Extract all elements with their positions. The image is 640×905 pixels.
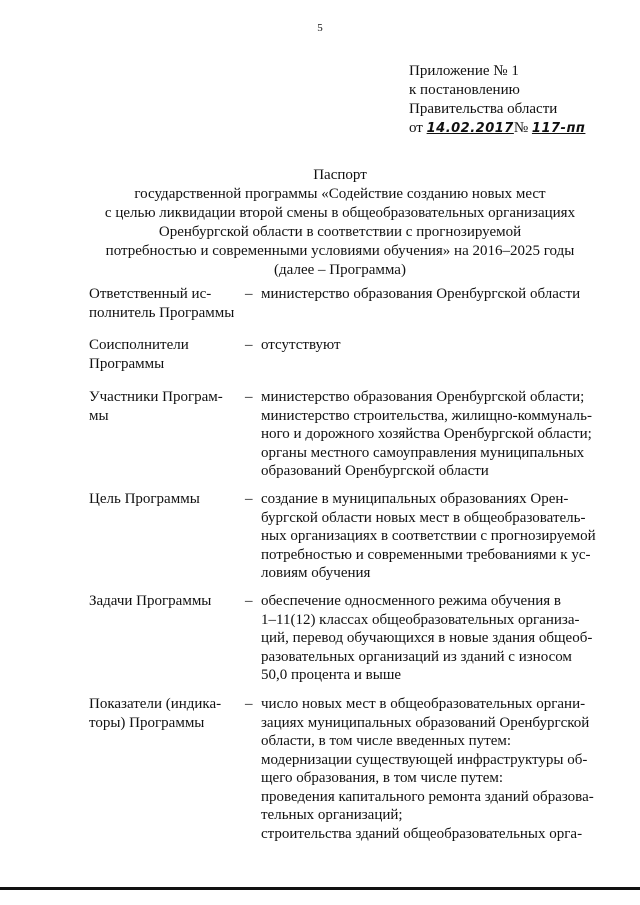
row-content-line: министерство строительства, жилищно-коммуналь- xyxy=(261,407,592,424)
row-label-line: Ответственный ис- xyxy=(89,286,212,302)
appendix-date-line xyxy=(409,119,585,138)
row-content-line: министерство образования Оренбургской области xyxy=(261,286,581,302)
row-content-line: 1–11(12) классах общеобразовательных организа- xyxy=(261,611,580,628)
row-label-line: Участники Програм- xyxy=(89,389,223,405)
row-content-line: разовательных организаций из зданий с износом xyxy=(261,648,572,665)
row-content-line: создание в муниципальных образованиях Орен- xyxy=(261,491,569,507)
appendix-line-1: Приложение № 1 xyxy=(409,63,519,79)
row-label-line: Программы xyxy=(89,355,165,372)
title-line-6: (далее – Программа) xyxy=(274,262,406,278)
scan-bottom-edge-line xyxy=(0,887,640,890)
document-title xyxy=(80,166,600,280)
title-line-5: потребностью и современными условиями обучения» на 2016–2025 годы xyxy=(105,243,575,259)
row-content-line: министерство образования Оренбургской области; xyxy=(261,389,585,405)
row-content-line: бургской области новых мест в общеобразователь- xyxy=(261,509,586,526)
row-label xyxy=(89,592,239,611)
row-label xyxy=(89,388,239,425)
row-content-line: строительства зданий общеобразовательных орга- xyxy=(261,825,583,842)
row-content-line: проведения капитального ремонта зданий образова- xyxy=(261,788,594,805)
row-label xyxy=(89,695,239,732)
row-label-line: мы xyxy=(89,407,109,424)
row-content-line: органы местного самоуправления муниципальных xyxy=(261,444,585,461)
appendix-block xyxy=(409,62,585,138)
row-content xyxy=(261,695,601,843)
number-prefix: № xyxy=(513,120,529,136)
row-content-line: зациях муниципальных образований Оренбургской xyxy=(261,714,590,731)
row-content-line: обеспечение односменного режима обучения в xyxy=(261,593,561,609)
row-content-line: образований Оренбургской области xyxy=(261,463,489,479)
row-dash: – xyxy=(245,593,253,609)
row-content xyxy=(261,490,601,583)
row-dash: – xyxy=(245,337,253,353)
row-dash: – xyxy=(245,286,253,302)
handwritten-date: 14.02.2017 xyxy=(426,121,514,136)
row-label-line: полнитель Программы xyxy=(89,304,235,321)
row-content-line: ного и дорожного хозяйства Оренбургской области; xyxy=(261,426,592,442)
date-prefix: от xyxy=(409,120,423,136)
row-content-line: 50,0 процента и выше xyxy=(261,667,402,683)
row-content-line: тельных организаций; xyxy=(261,807,403,823)
row-dash: – xyxy=(245,491,253,507)
row-label xyxy=(89,336,239,373)
title-line-2: государственной программы «Содействие созданию новых мест xyxy=(134,186,546,202)
title-line-3: с целью ликвидации второй смены в общеобразовательных организациях xyxy=(104,205,576,221)
row-dash: – xyxy=(245,389,253,405)
row-content-line: области, в том числе введенных путем: xyxy=(261,733,512,749)
row-content-line: ций, перевод обучающихся в новые здания общеоб- xyxy=(261,630,593,646)
title-line-1: Паспорт xyxy=(313,167,367,183)
row-label-line: Показатели (индика- xyxy=(89,696,222,712)
row-content-line: ных организациях в соответствии с прогнозируемой xyxy=(261,528,596,544)
title-line-4: Оренбургской области в соответствии с прогнозируемой xyxy=(158,224,522,240)
row-content xyxy=(261,336,601,355)
row-content-line: число новых мест в общеобразовательных органи- xyxy=(261,696,586,712)
appendix-line-2: к постановлению xyxy=(409,82,520,98)
row-dash: – xyxy=(245,696,253,712)
row-content xyxy=(261,388,601,481)
row-label-line: Соисполнители xyxy=(89,337,189,353)
row-content-line: потребностью и современными требованиями к ус- xyxy=(261,546,591,563)
row-label-line: Задачи Программы xyxy=(89,593,212,609)
row-content-line: модернизации существующей инфраструктуры об- xyxy=(261,751,588,768)
row-label-line: Цель Программы xyxy=(89,491,200,507)
page-number: 5 xyxy=(317,22,323,34)
row-content-line: щего образования, в том числе путем: xyxy=(261,770,504,786)
handwritten-number: 117-пп xyxy=(531,121,586,136)
row-content xyxy=(261,592,601,685)
row-label xyxy=(89,285,239,322)
row-content xyxy=(261,285,601,304)
row-content-line: ловиям обучения xyxy=(261,565,371,581)
row-content-line: отсутствуют xyxy=(261,337,341,353)
appendix-line-3: Правительства области xyxy=(409,101,558,117)
row-label xyxy=(89,490,239,509)
row-label-line: торы) Программы xyxy=(89,714,205,731)
